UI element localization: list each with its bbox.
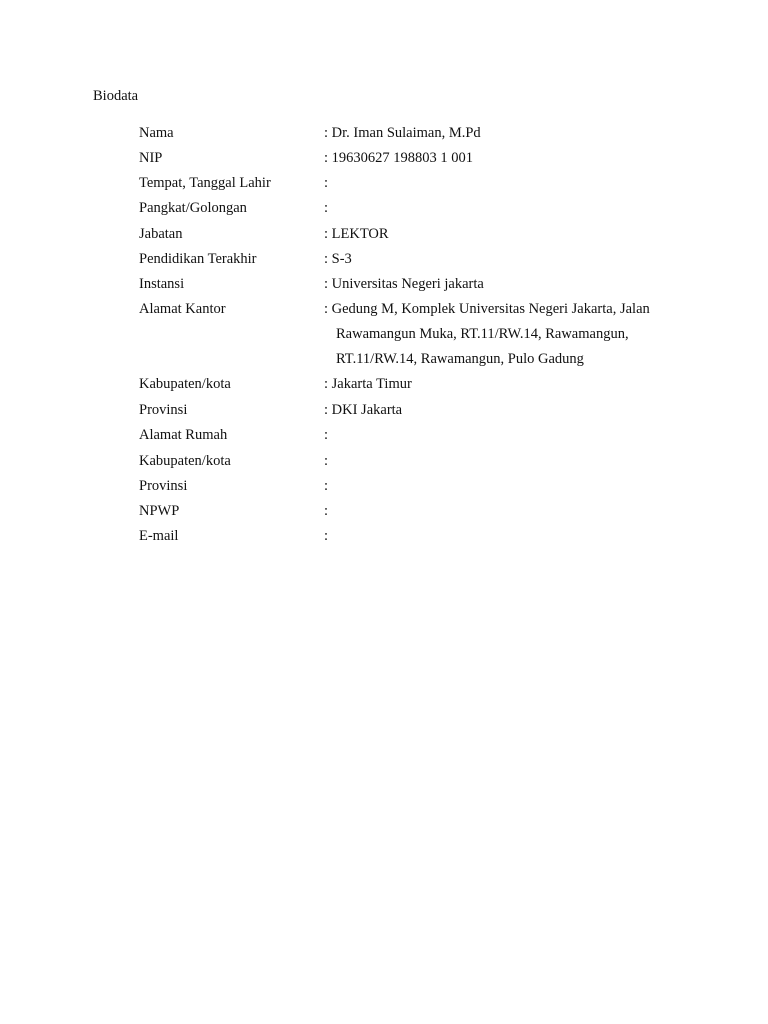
- row-value: :: [324, 200, 329, 216]
- row-value: : LEKTOR: [324, 226, 389, 242]
- row-label: NIP: [139, 150, 163, 166]
- row-value-continuation: Rawamangun Muka, RT.11/RW.14, Rawamangun,: [336, 326, 629, 342]
- row-value: : Dr. Iman Sulaiman, M.Pd: [324, 125, 481, 141]
- row-label: NPWP: [139, 503, 180, 519]
- document-heading: Biodata: [93, 88, 139, 104]
- row-label: E-mail: [139, 528, 179, 544]
- row-value: :: [324, 528, 329, 544]
- row-value: : Jakarta Timur: [324, 376, 412, 392]
- row-label: Tempat, Tanggal Lahir: [139, 175, 271, 191]
- row-label: Instansi: [139, 276, 185, 292]
- row-label: Pendidikan Terakhir: [139, 251, 257, 267]
- row-label: Alamat Rumah: [139, 427, 228, 443]
- row-value: :: [324, 503, 329, 519]
- row-value: : 19630627 198803 1 001: [324, 150, 474, 166]
- row-label: Pangkat/Golongan: [139, 200, 247, 216]
- row-value: : S-3: [324, 251, 352, 267]
- row-value: : DKI Jakarta: [324, 402, 403, 418]
- row-value: : Gedung M, Komplek Universitas Negeri Jakarta, Jalan: [324, 301, 650, 317]
- row-label: Kabupaten/kota: [139, 376, 231, 392]
- row-value: : Universitas Negeri jakarta: [324, 276, 484, 292]
- row-value: :: [324, 427, 329, 443]
- row-label: Provinsi: [139, 478, 188, 494]
- row-label: Kabupaten/kota: [139, 453, 231, 469]
- row-label: Nama: [139, 125, 174, 141]
- row-value: :: [324, 453, 329, 469]
- row-label: Provinsi: [139, 402, 188, 418]
- row-label: Jabatan: [139, 226, 183, 242]
- row-value-continuation: RT.11/RW.14, Rawamangun, Pulo Gadung: [336, 351, 584, 367]
- row-value: :: [324, 478, 329, 494]
- row-label: Alamat Kantor: [139, 301, 226, 317]
- row-value: :: [324, 175, 329, 191]
